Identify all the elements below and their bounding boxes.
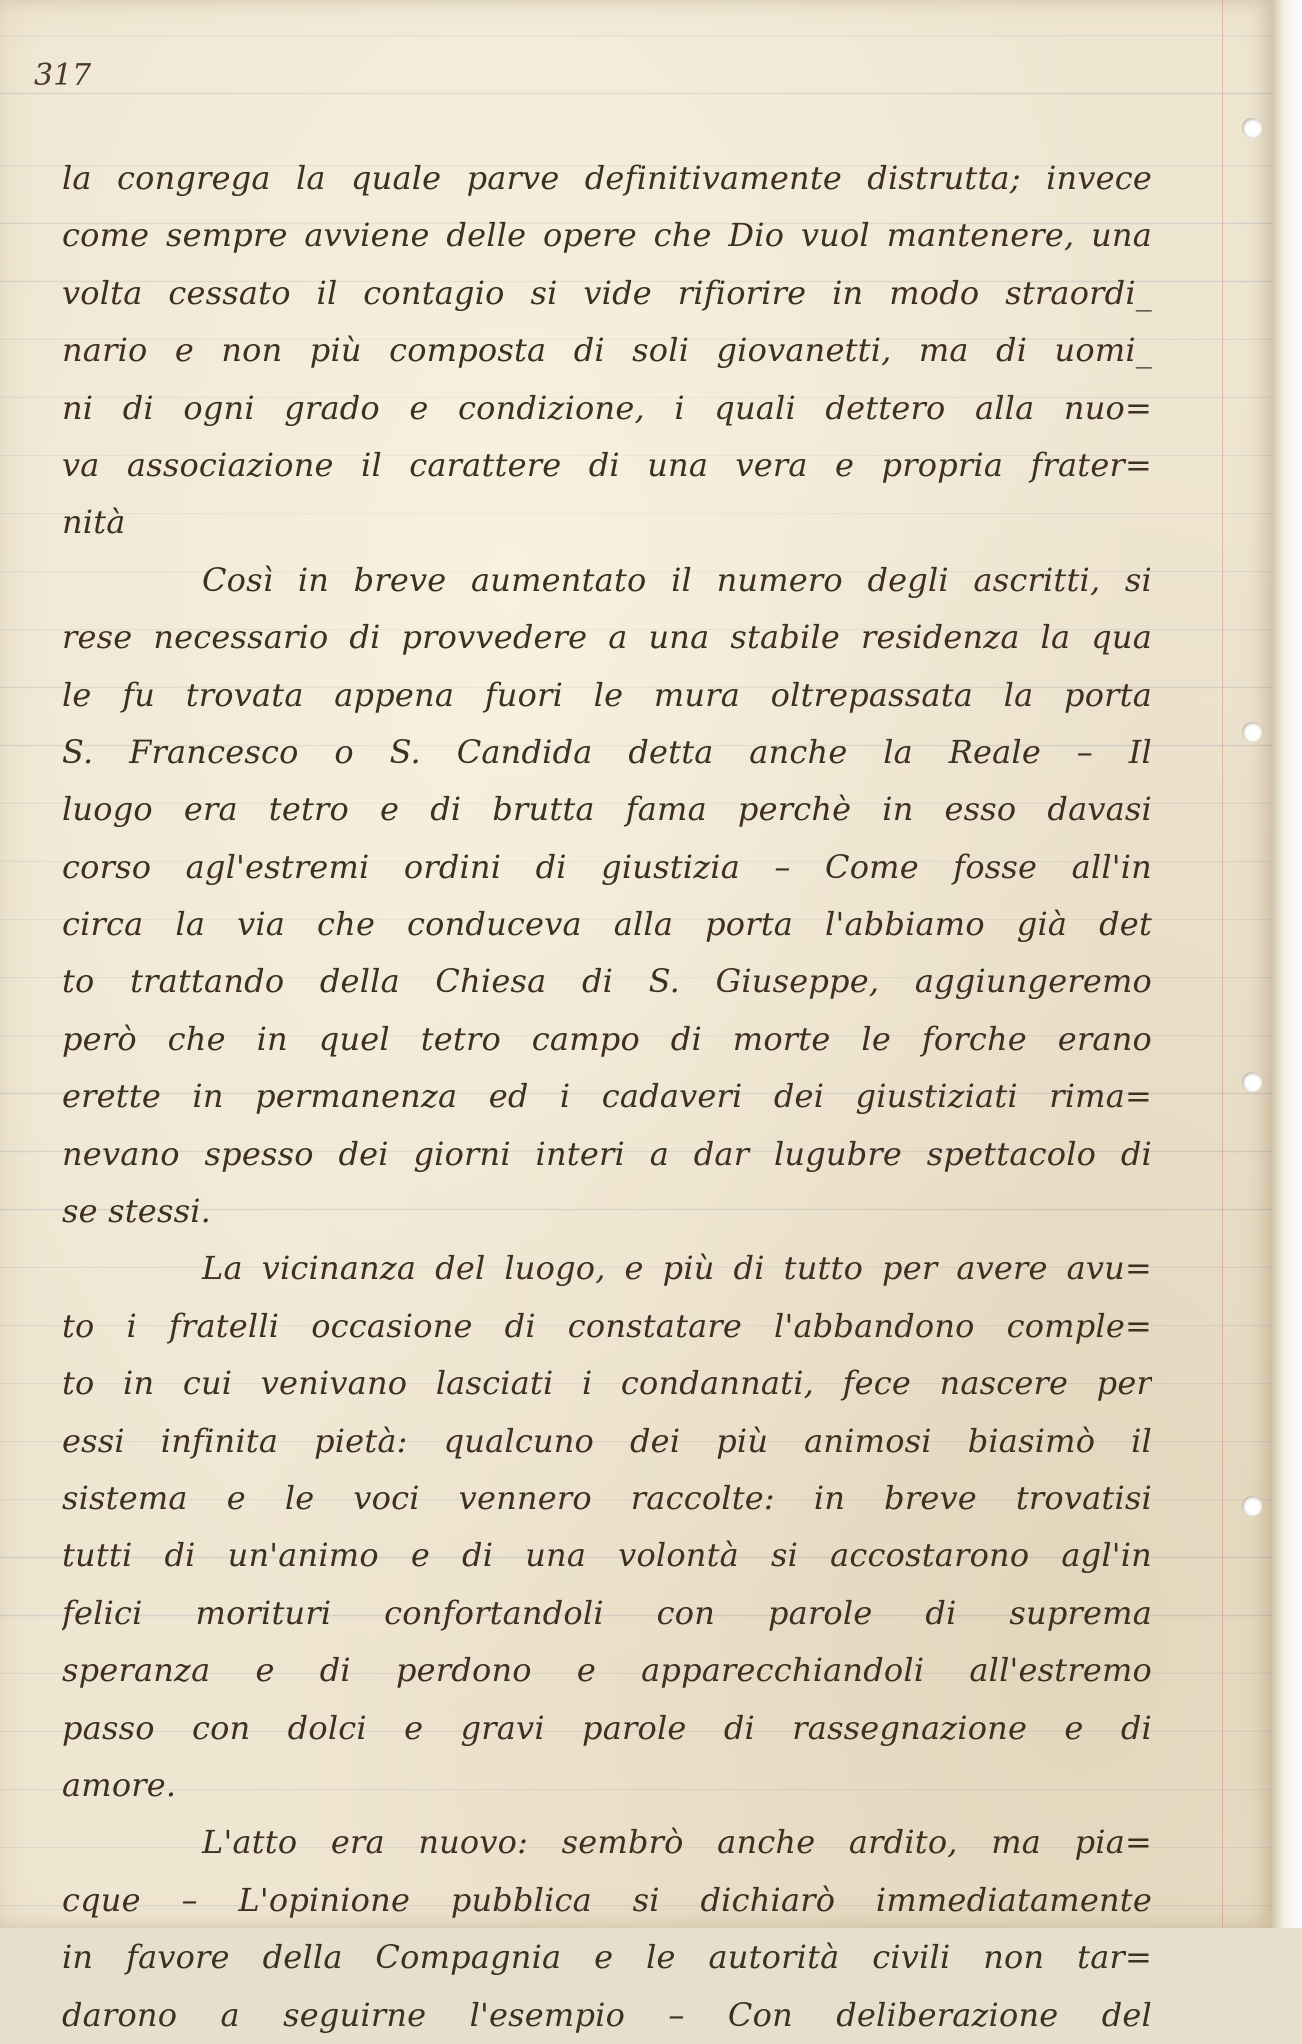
manuscript-text — [62, 150, 1152, 2044]
text-line: sistema e le voci vennero raccolte: in breve trovatisi — [62, 1478, 1152, 1517]
text-line: rese necessario di provvedere a una stabile residenza la qua — [62, 618, 1152, 657]
text-line: essi infinita pietà: qualcuno dei più animosi biasimò il — [62, 1421, 1152, 1460]
text-line: amore. — [62, 1765, 177, 1804]
text-line: darono a seguirne l'esempio – Con deliberazione del — [62, 1995, 1152, 2034]
text-line: speranza e di perdono e apparecchiandoli all'estremo — [62, 1651, 1152, 1690]
text-line: però che in quel tetro campo di morte le forche erano — [62, 1019, 1152, 1058]
text-line: tutti di un'animo e di una volontà si accostarono agl'in — [62, 1536, 1152, 1575]
text-line: to in cui venivano lasciati i condannati, fece nascere per — [62, 1364, 1152, 1403]
text-line: ni di ogni grado e condizione, i quali dettero alla nuo= — [62, 388, 1152, 427]
margin-rule — [1222, 0, 1223, 1928]
text-line: S. Francesco o S. Candida detta anche la Reale – Il — [62, 732, 1152, 771]
text-line: to trattando della Chiesa di S. Giuseppe, aggiungeremo — [62, 962, 1152, 1001]
text-line: felici morituri confortandoli con parole di suprema — [62, 1593, 1152, 1632]
text-line: corso agl'estremi ordini di giustizia – Come fosse all'in — [62, 847, 1152, 886]
text-line: se stessi. — [62, 1192, 211, 1231]
text-line: va associazione il carattere di una vera e propria frater= — [62, 445, 1152, 484]
text-line: circa la via che conduceva alla porta l'abbiamo già det — [62, 905, 1152, 944]
text-line: to i fratelli occasione di constatare l'abbandono comple= — [62, 1306, 1152, 1345]
text-line: La vicinanza del luogo, e più di tutto per avere avu= — [202, 1249, 1152, 1288]
binding-hole — [1242, 118, 1262, 138]
text-line: nità — [62, 503, 126, 542]
binding-hole — [1242, 1072, 1262, 1092]
text-line: volta cessato il contagio si vide rifiorire in modo straordi_ — [62, 273, 1152, 312]
text-line: nario e non più composta di soli giovanetti, ma di uomi_ — [62, 331, 1152, 370]
binding-hole — [1242, 722, 1262, 742]
page-edge — [1272, 0, 1302, 1928]
text-line: nevano spesso dei giorni interi a dar lugubre spettacolo di — [62, 1134, 1152, 1173]
text-line: erette in permanenza ed i cadaveri dei giustiziati rima= — [62, 1077, 1152, 1116]
binding-hole — [1242, 1496, 1262, 1516]
text-line: in favore della Compagnia e le autorità civili non tar= — [62, 1938, 1152, 1977]
text-line: L'atto era nuovo: sembrò anche ardito, ma pia= — [202, 1823, 1152, 1862]
page-number: 317 — [34, 58, 92, 93]
text-line: le fu trovata appena fuori le mura oltrepassata la porta — [62, 675, 1152, 714]
text-line: come sempre avviene delle opere che Dio vuol mantenere, una — [62, 216, 1152, 255]
text-line: luogo era tetro e di brutta fama perchè in esso davasi — [62, 790, 1152, 829]
text-line: passo con dolci e gravi parole di rassegnazione e di — [62, 1708, 1152, 1747]
text-line: la congrega la quale parve definitivamente distrutta; invece — [62, 159, 1152, 197]
text-line: cque – L'opinione pubblica si dichiarò immediatamente — [62, 1880, 1152, 1919]
text-line: Così in breve aumentato il numero degli ascritti, si — [202, 560, 1152, 599]
